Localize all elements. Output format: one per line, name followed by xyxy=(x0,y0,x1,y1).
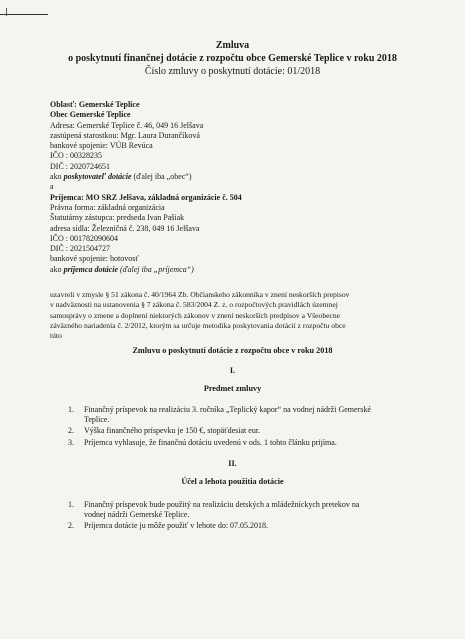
list-item-text: Výška finančného príspevku je 150 €, stopäťdesiat eur. xyxy=(84,426,261,436)
list-item-text: Finančný príspevok na realizáciu 3. ročníka „Teplický kapor“ na vodnej nádrži Gemerské xyxy=(84,405,371,414)
list-item-number: 3. xyxy=(68,437,74,447)
section-1-title: Predmet zmluvy xyxy=(203,384,262,393)
intro-line: v nadväznosti na ustanovenia § 7 zákona č. 583/2004 Z. z. o rozpočtových pravidlách územnej xyxy=(50,300,338,310)
recipient-address: adresa sídla: Železničná č. 238, 049 16 Jelšava xyxy=(50,223,200,233)
section-2-title: Účel a lehota použitia dotácie xyxy=(181,477,284,486)
contract-number: Číslo zmluvy o poskytnutí dotácie: 01/2018 xyxy=(144,66,321,77)
recipient-ico: IČO : 001782090604 xyxy=(50,233,118,243)
section-2-list xyxy=(68,500,418,533)
parties-connector: a xyxy=(50,182,54,192)
provider-ico: IČO : 00328235 xyxy=(50,151,102,161)
provider-alias-suffix: (ďalej iba „obec“) xyxy=(131,172,192,182)
provider-representative: zastúpená starostkou: Mgr. Laura Durančíková xyxy=(50,130,200,140)
intro-paragraph xyxy=(50,290,415,341)
provider-bank: bankové spojenie: VÚB Revúca xyxy=(50,141,153,151)
list-item xyxy=(68,521,418,531)
document-title: Zmluva xyxy=(215,40,250,51)
list-item-text-cont: vodnej nádrži Gemerské Teplice. xyxy=(84,510,190,520)
list-item-text-cont: Teplice. xyxy=(84,415,110,425)
provider-region: Oblasť: Gemerské Teplice xyxy=(50,100,140,109)
recipient-name: MO SRZ Jelšava, základná organizácie č. 504 xyxy=(85,192,242,202)
list-item-text: Finančný príspevok bude použitý na realizáciu detských a mládežníckych pretekov na xyxy=(84,500,360,509)
provider-alias-term: poskytovateľ dotácie xyxy=(63,172,132,182)
intro-line: samosprávy o zmene a doplnení niektorých zákonov v znení neskorších predpisov a Všeobecne xyxy=(50,310,341,320)
scan-corner-tick xyxy=(6,8,7,16)
list-item-text: Príjemca dotácie ju môže použiť v lehote do: 07.05.2018. xyxy=(84,521,269,531)
list-item-number: 1. xyxy=(68,500,74,509)
recipient-alias-suffix: (ďalej iba „príjemca“) xyxy=(118,264,194,274)
list-item-number: 2. xyxy=(68,426,74,436)
list-item-number: 2. xyxy=(68,521,74,531)
list-item xyxy=(68,405,418,425)
section-1-list xyxy=(68,405,418,449)
intro-line: záväzného nariadenia č. 2/2012, ktorým sa určuje metodika poskytovania dotácií z rozpočtu obce xyxy=(50,320,346,330)
provider-name: Obec Gemerské Teplice xyxy=(50,110,131,120)
provider-block xyxy=(50,100,242,275)
recipient-alias-term: príjemca dotácie xyxy=(63,264,118,274)
list-item xyxy=(68,438,418,448)
section-2-number: II. xyxy=(228,459,237,468)
intro-line: túto xyxy=(50,331,62,341)
recipient-dic: DIČ : 2021504727 xyxy=(50,244,110,254)
recipient-alias xyxy=(50,265,242,275)
provider-dic: DIČ : 2020724651 xyxy=(50,161,110,171)
recipient-bank: bankové spojenie: hotovosť xyxy=(50,254,139,264)
list-item xyxy=(68,426,418,436)
recipient-alias-prefix: ako xyxy=(50,264,64,274)
scan-corner-mark xyxy=(0,14,48,15)
recipient-name-prefix: Príjemca: xyxy=(50,192,86,202)
list-item-text: Príjemca vyhlasuje, že finančnú dotáciu uvedenú v ods. 1 tohto článku prijíma. xyxy=(84,437,337,447)
contract-heading: Zmluvu o poskytnutí dotácie z rozpočtu obce v roku 2018 xyxy=(132,346,333,355)
section-1-number: I. xyxy=(229,366,236,375)
provider-alias-prefix: ako xyxy=(50,172,64,182)
intro-line: uzavreli v zmysle § 51 zákona č. 40/1964 Zb. Občianskeho zákonníka v znení neskorších prepisov xyxy=(50,290,350,299)
provider-alias xyxy=(50,172,242,182)
recipient-representative: Štatutárny zástupca: predseda Ivan Pašiak xyxy=(50,213,185,223)
document-subtitle: o poskytnutí finančnej dotácie z rozpočtu obce Gemerské Teplice v roku 2018 xyxy=(68,53,397,64)
provider-address: Adresa: Gemerské Teplice č. 46, 049 16 Jelšava xyxy=(50,120,204,130)
list-item-number: 1. xyxy=(68,405,74,414)
recipient-legal-form: Právna forma: základná organizácia xyxy=(50,202,165,212)
recipient-name-line xyxy=(50,193,242,203)
list-item xyxy=(68,500,418,520)
